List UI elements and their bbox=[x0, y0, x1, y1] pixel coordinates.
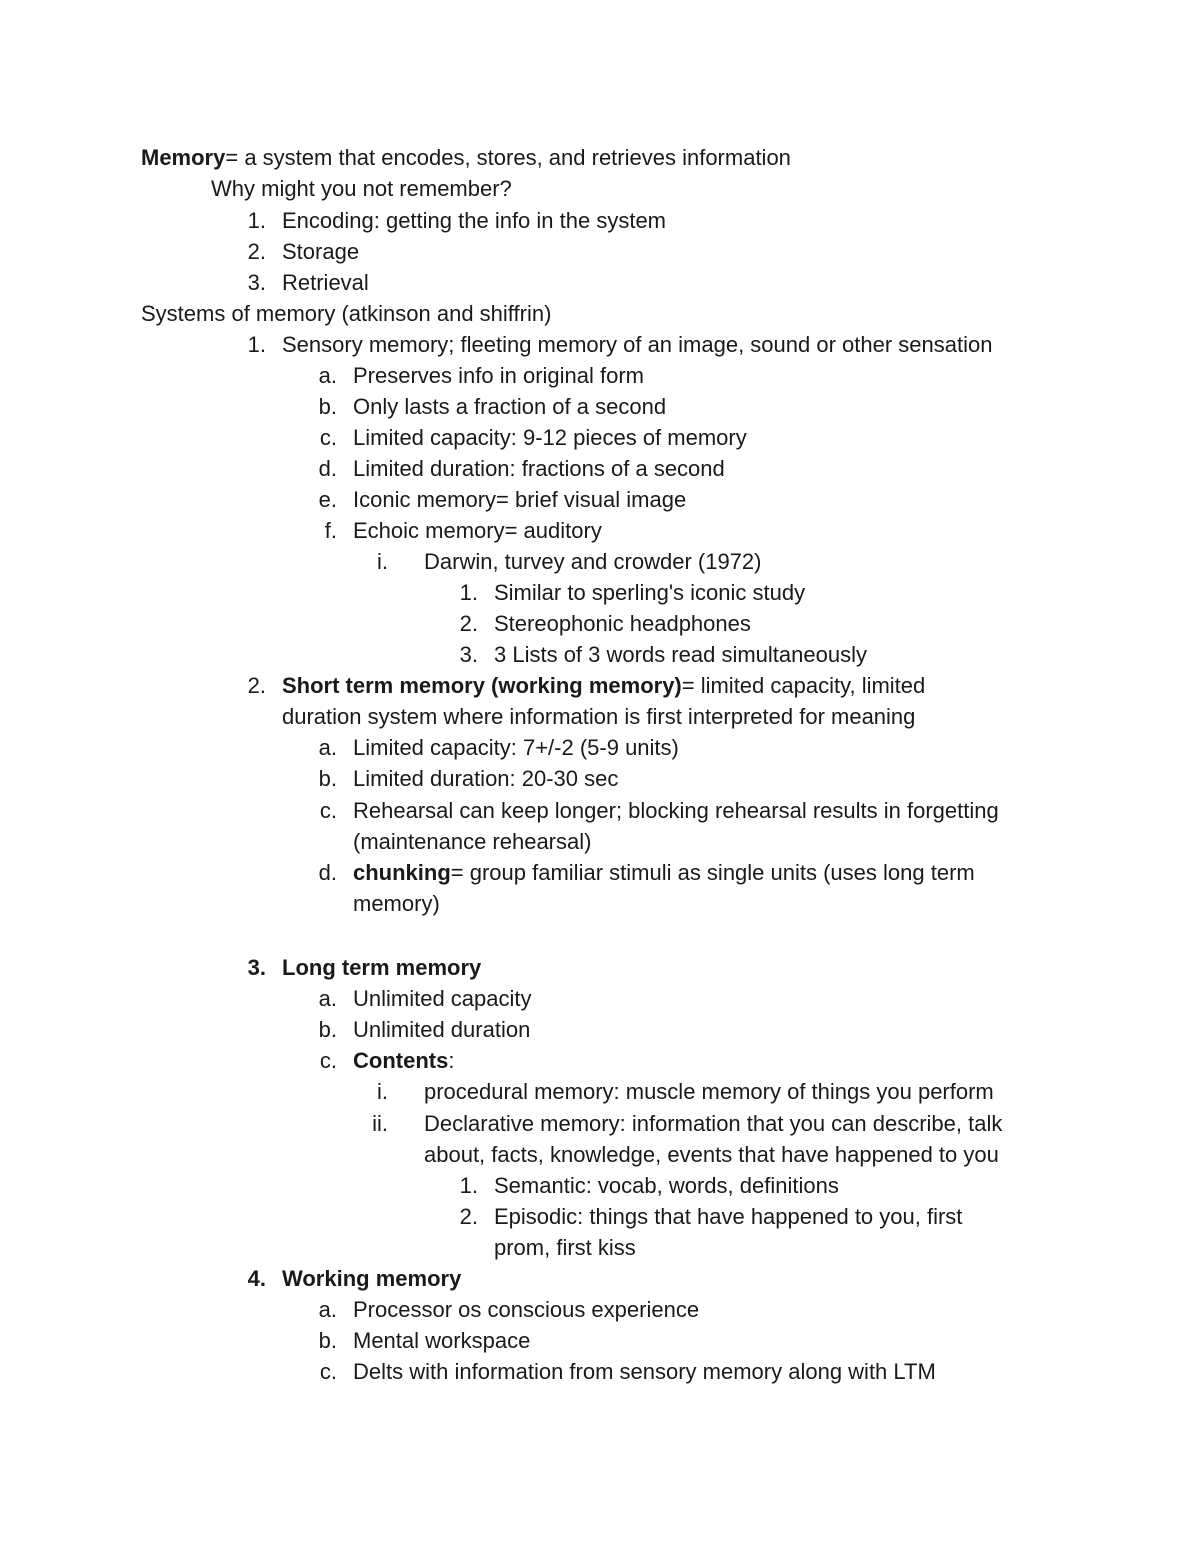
stm-sub-item-cont: (maintenance rehearsal) bbox=[353, 829, 592, 854]
list-marker: 2. bbox=[459, 1204, 478, 1229]
stm-item bbox=[282, 670, 925, 701]
roman-marker: ii. bbox=[372, 1111, 388, 1136]
list-marker: d. bbox=[318, 456, 337, 481]
list-marker: e. bbox=[318, 487, 337, 512]
list-marker: b. bbox=[318, 1328, 337, 1353]
list-marker: c. bbox=[319, 1359, 337, 1384]
stm-title: Short term memory (working memory) bbox=[282, 673, 682, 698]
stm-def: = limited capacity, limited bbox=[681, 673, 926, 698]
sensory-memory-item: Sensory memory; fleeting memory of an image, sound or other sensation bbox=[282, 332, 993, 357]
chunking-item bbox=[353, 857, 975, 888]
sensory-marker: 1. bbox=[247, 332, 266, 357]
why-item: Encoding: getting the info in the system bbox=[282, 208, 667, 233]
stm-def-cont: duration system where information is first interpreted for meaning bbox=[282, 704, 916, 729]
wm-marker: 4. bbox=[247, 1266, 266, 1291]
list-marker: f. bbox=[324, 518, 337, 543]
contents-item bbox=[353, 1045, 454, 1076]
chunking-def: = group familiar stimuli as single units (uses long term bbox=[450, 860, 975, 885]
list-marker: a. bbox=[318, 363, 337, 388]
why-item-marker: 2. bbox=[247, 239, 266, 264]
roman-marker: i. bbox=[377, 1079, 388, 1104]
contents-term: Contents bbox=[353, 1048, 449, 1073]
wm-title: Working memory bbox=[282, 1266, 462, 1291]
roman-marker: i. bbox=[377, 549, 388, 574]
list-marker: b. bbox=[318, 766, 337, 791]
list-marker: a. bbox=[318, 986, 337, 1011]
list-marker: 2. bbox=[459, 611, 478, 636]
sensory-sub-item: Only lasts a fraction of a second bbox=[353, 394, 667, 419]
stm-sub-item: Rehearsal can keep longer; blocking rehearsal results in forgetting bbox=[353, 798, 999, 823]
sensory-sub-item: Limited capacity: 9-12 pieces of memory bbox=[353, 425, 747, 450]
stm-sub-item: Limited duration: 20-30 sec bbox=[353, 766, 619, 791]
procedural-memory-item: procedural memory: muscle memory of things you perform bbox=[424, 1079, 994, 1104]
sensory-sub-item: Echoic memory= auditory bbox=[353, 518, 602, 543]
study-detail-item: 3 Lists of 3 words read simultaneously bbox=[494, 642, 867, 667]
list-marker: a. bbox=[318, 1297, 337, 1322]
why-item: Retrieval bbox=[282, 270, 369, 295]
ltm-marker: 3. bbox=[247, 955, 266, 980]
declarative-memory-item: Declarative memory: information that you can describe, talk bbox=[424, 1111, 1003, 1136]
study-detail-item: Similar to sperling's iconic study bbox=[494, 580, 806, 605]
semantic-item: Semantic: vocab, words, definitions bbox=[494, 1173, 839, 1198]
sensory-sub-item: Iconic memory= brief visual image bbox=[353, 487, 687, 512]
study-detail-item: Stereophonic headphones bbox=[494, 611, 751, 636]
sensory-sub-item: Preserves info in original form bbox=[353, 363, 645, 388]
list-marker: c. bbox=[319, 425, 337, 450]
episodic-item-cont: prom, first kiss bbox=[494, 1235, 636, 1260]
list-marker: 1. bbox=[459, 1173, 478, 1198]
list-marker: d. bbox=[318, 860, 337, 885]
wm-sub-item: Delts with information from sensory memory along with LTM bbox=[353, 1359, 936, 1384]
list-marker: c. bbox=[319, 1048, 337, 1073]
declarative-memory-cont: about, facts, knowledge, events that have happened to you bbox=[424, 1142, 999, 1167]
ltm-sub-item: Unlimited capacity bbox=[353, 986, 532, 1011]
memory-term: Memory bbox=[141, 145, 226, 170]
stm-sub-item: Limited capacity: 7+/-2 (5-9 units) bbox=[353, 735, 679, 760]
contents-colon: : bbox=[448, 1048, 455, 1073]
why-question: Why might you not remember? bbox=[211, 176, 512, 201]
darwin-study-item: Darwin, turvey and crowder (1972) bbox=[424, 549, 762, 574]
ltm-title: Long term memory bbox=[282, 955, 482, 980]
list-marker: b. bbox=[318, 394, 337, 419]
wm-sub-item: Mental workspace bbox=[353, 1328, 531, 1353]
ltm-sub-item: Unlimited duration bbox=[353, 1017, 531, 1042]
why-item: Storage bbox=[282, 239, 360, 264]
list-marker: 1. bbox=[459, 580, 478, 605]
list-marker: a. bbox=[318, 735, 337, 760]
stm-marker: 2. bbox=[247, 673, 266, 698]
chunking-term: chunking bbox=[353, 860, 451, 885]
sensory-sub-item: Limited duration: fractions of a second bbox=[353, 456, 725, 481]
chunking-def-cont: memory) bbox=[353, 891, 440, 916]
memory-def: = a system that encodes, stores, and retrieves information bbox=[225, 145, 791, 170]
episodic-item: Episodic: things that have happened to you, first bbox=[494, 1204, 963, 1229]
wm-sub-item: Processor os conscious experience bbox=[353, 1297, 700, 1322]
list-marker: b. bbox=[318, 1017, 337, 1042]
why-item-marker: 1. bbox=[247, 208, 266, 233]
why-item-marker: 3. bbox=[247, 270, 266, 295]
systems-heading: Systems of memory (atkinson and shiffrin) bbox=[141, 301, 552, 326]
memory-definition bbox=[141, 142, 791, 173]
list-marker: 3. bbox=[459, 642, 478, 667]
list-marker: c. bbox=[319, 798, 337, 823]
